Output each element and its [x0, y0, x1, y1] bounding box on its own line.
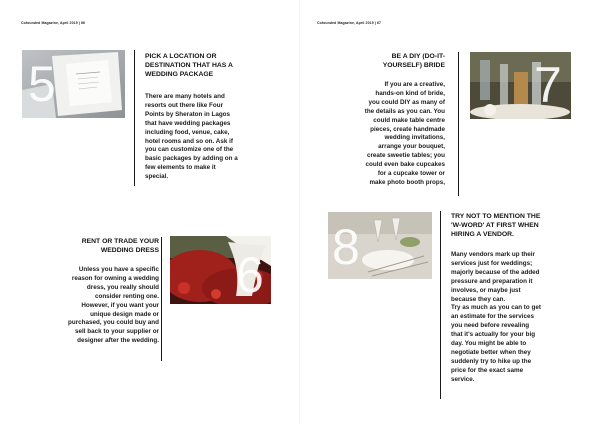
item6-heading: RENT OR TRADE YOUR WEDDING DRESS — [81, 238, 159, 254]
number-five: 5 — [28, 56, 56, 112]
item6-rule — [161, 237, 162, 361]
right-page — [300, 0, 600, 424]
item5-body-text: There are many hotels and resorts out there like Four Points by Sheraton in Lagos that have wedding packages including food, venue, cake, hotel rooms and so on. Ask if you can customize one of the basic packages by adding on a few elements to make it special. — [145, 93, 238, 181]
item6-body — [10, 266, 159, 346]
item8-rule — [440, 211, 441, 399]
item5-body — [145, 93, 295, 182]
left-running-head: Cofounded Magazine, April 2019 | 66 — [21, 21, 86, 25]
item8-body — [451, 251, 599, 385]
invitation-cards-photo — [22, 50, 125, 118]
number-seven: 7 — [534, 57, 562, 113]
item5-heading: PICK A LOCATION OR DESTINATION THAT HAS A WEDDING PACKAGE — [145, 53, 233, 78]
item5-rule — [134, 50, 135, 186]
item8-body-text: Many vendors mark up their services just for weddings; majorly because of the added pressure and preparation it involves, or maybe just because they can. Try as much as you can to get an estimate for the services you need before revealing that it's actually for your big day. You might be able to negotiate better when they suddenly try to hike up the price for the exact same service. — [451, 251, 541, 383]
item7-rule — [458, 52, 459, 196]
item7-heading: BE A DIY (DO-IT- YOURSELF) BRIDE — [382, 53, 445, 69]
item6-body-text: Unless you have a specific reason for owning a wedding dress, you really should consider renting one. However, if you want your unique design made or purchased, you could buy and sell back to your supplier or designer after the wedding. — [68, 266, 159, 345]
right-running-head: Cofounded Magazine, April 2019 | 67 — [317, 21, 382, 25]
number-six: 6 — [236, 247, 264, 303]
item8-heading: TRY NOT TO MENTION THE 'W-WORD' AT FIRST WHEN HIRING A VENDOR. — [451, 213, 541, 238]
number-eight: 8 — [332, 219, 360, 275]
item7-body — [300, 81, 445, 188]
vendor-table-photo — [328, 212, 432, 279]
diy-table-photo — [470, 52, 571, 119]
wedding-dress-photo — [170, 236, 271, 304]
item7-body-text: If you are a creative, hands-on kind of bride, you could DIY as many of the details as you can. You could make table centre pieces, create handmade wedding invitations, arrange your bouquet, create sweetie tables; you could even bake cupcakes for a cupcake tower or make photo booth props, — [364, 81, 445, 186]
